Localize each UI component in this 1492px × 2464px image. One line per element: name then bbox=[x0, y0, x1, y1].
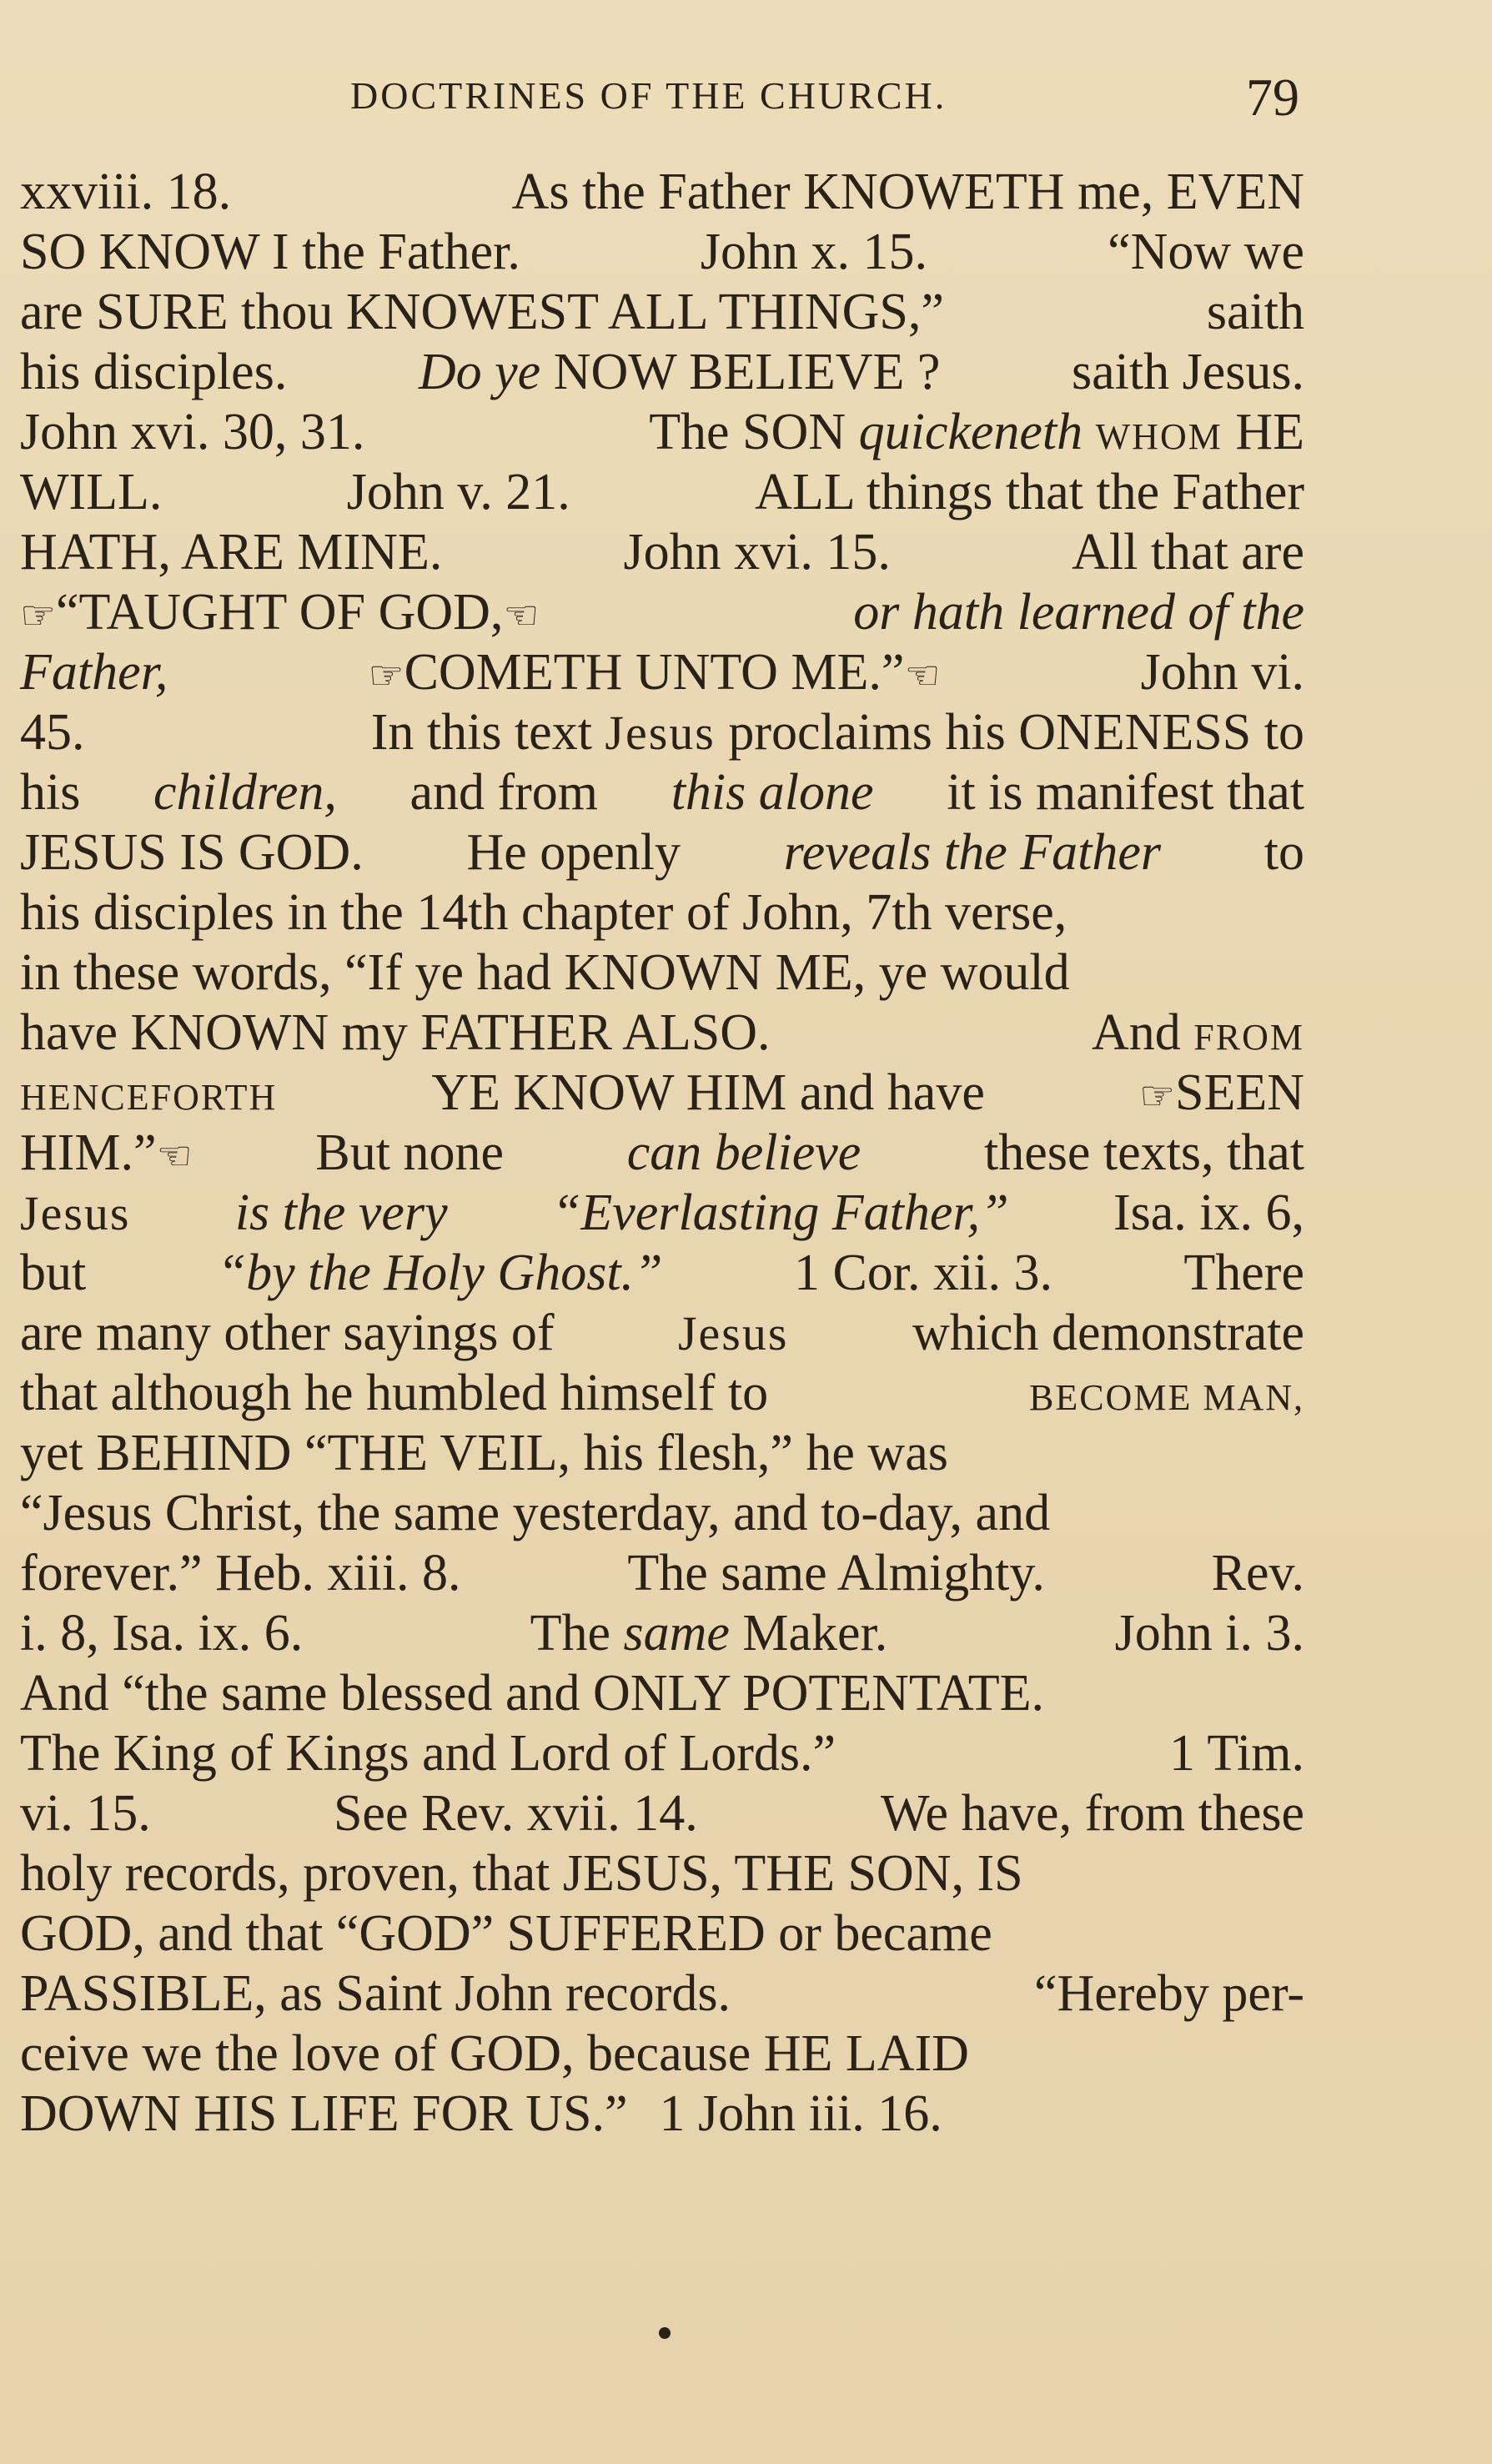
pointing-hand-right-icon: ☞ bbox=[368, 654, 404, 698]
text-line: holy records, proven, that JESUS, THE SON, IS bbox=[20, 1845, 1023, 1902]
text-line: HIM.”☜ But none can believe these texts, that bbox=[20, 1124, 1304, 1181]
text-line: his children, and from this alone it is manifest that bbox=[20, 764, 1304, 821]
body-text bbox=[20, 162, 1304, 2144]
text-line: Father, ☞COMETH UNTO ME.”☜ John vi. bbox=[20, 644, 1304, 701]
text-line: his disciples. Do ye NOW BELIEVE ? saith Jesus. bbox=[20, 344, 1304, 400]
pointing-hand-right-icon: ☞ bbox=[1138, 1074, 1175, 1119]
text-line: ☞“TAUGHT OF GOD,☜ or hath learned of the bbox=[20, 584, 1304, 641]
ink-speck bbox=[659, 2327, 671, 2339]
text-line: but “by the Holy Ghost.” 1 Cor. xii. 3. There bbox=[20, 1245, 1304, 1301]
text-line: yet BEHIND “THE VEIL, his flesh,” he was bbox=[20, 1425, 948, 1481]
text-line: are SURE thou KNOWEST ALL THINGS,” saith bbox=[20, 284, 1304, 340]
text-line: i. 8, Isa. ix. 6. The same Maker. John i. 3. bbox=[20, 1605, 1304, 1662]
text-line: SO KNOW I the Father. John x. 15. “Now we bbox=[20, 224, 1304, 280]
pointing-hand-left-icon: ☜ bbox=[156, 1134, 193, 1179]
text-line: are many other sayings of Jesus which demonstrate bbox=[20, 1305, 1304, 1361]
pointing-hand-right-icon: ☞ bbox=[20, 594, 57, 638]
running-header: DOCTRINES OF THE CHURCH. bbox=[350, 74, 947, 117]
text-line: JESUS IS GOD. He openly reveals the Father to bbox=[20, 824, 1304, 881]
page-number: 79 bbox=[1246, 68, 1299, 127]
text-line: 45. In this text Jesus proclaims his ONENESS to bbox=[20, 704, 1304, 761]
text-line: HATH, ARE MINE. John xvi. 15. All that are bbox=[20, 524, 1304, 581]
text-line: DOWN HIS LIFE FOR US.” 1 John iii. 16. bbox=[20, 2085, 942, 2142]
text-line: And “the same blessed and ONLY POTENTATE. bbox=[20, 1665, 1044, 1722]
pointing-hand-left-icon: ☜ bbox=[904, 654, 941, 698]
text-line: “Jesus Christ, the same yesterday, and to-day, and bbox=[20, 1485, 1051, 1541]
text-line: ceive we the love of GOD, because HE LAID bbox=[20, 2025, 969, 2082]
text-line: GOD, and that “GOD” SUFFERED or became bbox=[20, 1905, 992, 1962]
text-line: that although he humbled himself to BECOME MAN, bbox=[20, 1365, 1304, 1421]
text-line: WILL. John v. 21. ALL things that the Father bbox=[20, 464, 1304, 520]
text-line: have KNOWN my FATHER ALSO. And FROM bbox=[20, 1004, 1304, 1061]
text-line: John xvi. 30, 31. The SON quickeneth WHOM HE bbox=[20, 404, 1304, 460]
text-line: vi. 15. See Rev. xvii. 14. We have, from these bbox=[20, 1785, 1304, 1842]
text-line: in these words, “If ye had KNOWN ME, ye would bbox=[20, 944, 1070, 1001]
text-line: xxviii. 18. As the Father KNOWETH me, EVEN bbox=[20, 163, 1304, 220]
text-line: his disciples in the 14th chapter of John, 7th verse, bbox=[20, 884, 1068, 941]
text-line: Jesus is the very “Everlasting Father,” Isa. ix. 6, bbox=[20, 1184, 1304, 1241]
text-line: HENCEFORTH YE KNOW HIM and have ☞SEEN bbox=[20, 1064, 1304, 1121]
text-line: The King of Kings and Lord of Lords.” 1 Tim. bbox=[20, 1725, 1304, 1782]
text-line: PASSIBLE, as Saint John records. “Hereby per- bbox=[20, 1965, 1304, 2022]
pointing-hand-left-icon: ☜ bbox=[503, 594, 540, 638]
text-line: forever.” Heb. xiii. 8. The same Almighty. Rev. bbox=[20, 1545, 1304, 1602]
